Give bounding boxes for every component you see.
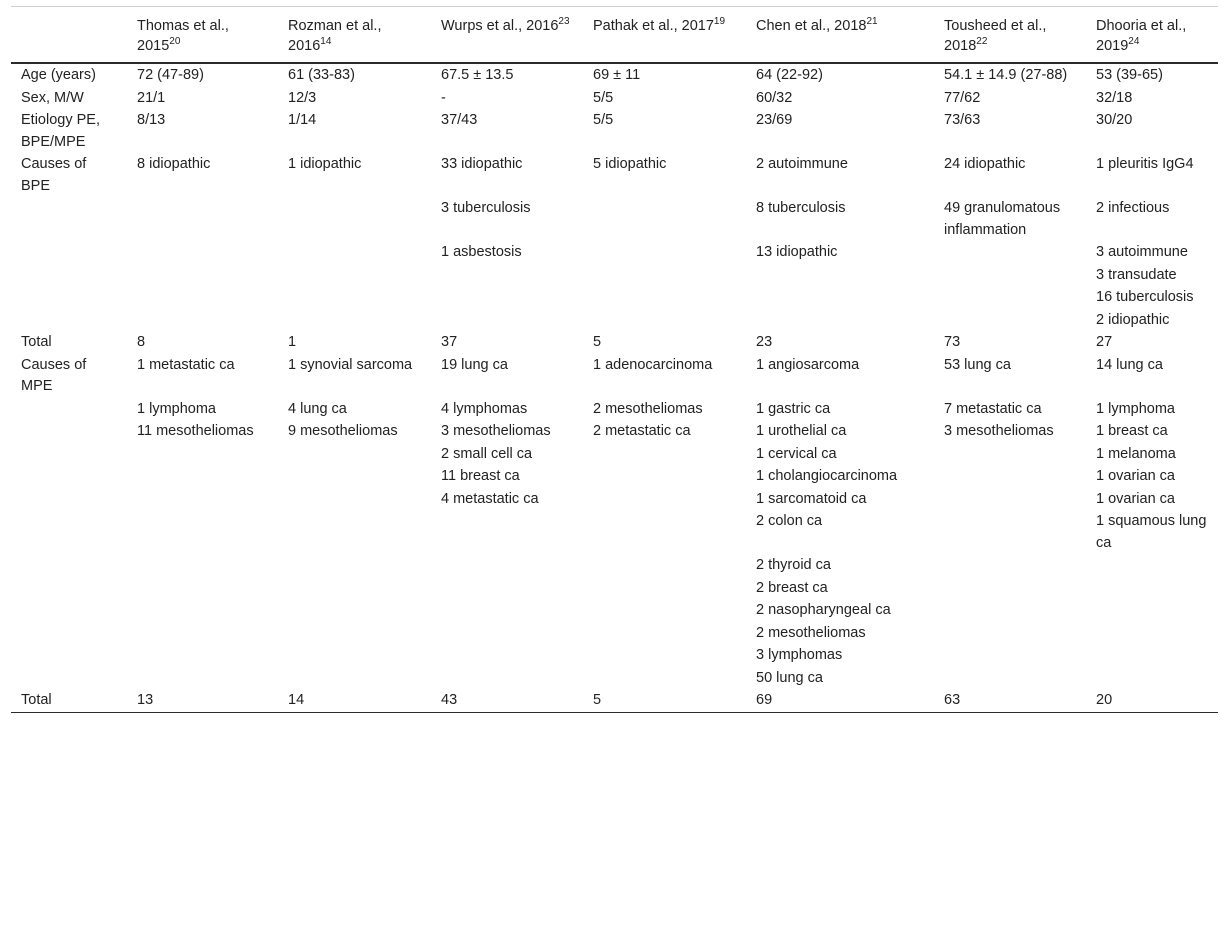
table-cell bbox=[278, 264, 431, 287]
table-cell bbox=[583, 465, 746, 488]
table-cell bbox=[127, 286, 278, 309]
row-label-cell bbox=[11, 644, 127, 667]
table-cell: 1 pleuritis IgG4 bbox=[1096, 156, 1194, 172]
row-label-cell bbox=[11, 465, 127, 488]
table-row bbox=[11, 241, 1218, 264]
table-cell: 14 lung ca bbox=[1096, 356, 1163, 373]
table-cell: 1 melanoma bbox=[1096, 445, 1176, 462]
table-cell: 2 small cell ca bbox=[441, 445, 533, 462]
table-cell bbox=[934, 309, 1086, 332]
table-cell bbox=[278, 241, 431, 264]
table-cell bbox=[1086, 667, 1218, 690]
table-cell: 1 angiosarcoma bbox=[756, 356, 860, 373]
table-cell: 3 autoimmune bbox=[1096, 244, 1188, 260]
table-cell bbox=[127, 577, 278, 600]
table-cell: 5 idiopathic bbox=[593, 156, 667, 172]
table-cell: 33 idiopathic bbox=[441, 156, 523, 172]
header-label: Thomas et al., 2015 bbox=[137, 18, 229, 54]
table-cell bbox=[934, 554, 1086, 577]
table-row bbox=[11, 331, 1218, 354]
table-cell: 9 mesotheliomas bbox=[288, 423, 398, 439]
table-cell: 23/69 bbox=[756, 112, 793, 128]
table-cell: 2 colon ca bbox=[756, 513, 823, 529]
table-cell: 64 (22-92) bbox=[756, 67, 823, 83]
table-row bbox=[11, 354, 1218, 398]
table-cell: 2 thyroid ca bbox=[756, 557, 831, 573]
table-cell bbox=[127, 197, 278, 241]
row-label-cell bbox=[11, 622, 127, 645]
table-cell: 8 bbox=[137, 334, 146, 350]
table-row bbox=[11, 197, 1218, 241]
table-cell: 1 urothelial ca bbox=[756, 423, 847, 439]
table-row bbox=[11, 309, 1218, 332]
row-label-cell bbox=[11, 488, 127, 511]
table-cell: 49 granulomatous inflammation bbox=[944, 200, 1061, 238]
table-cell: 11 mesotheliomas bbox=[137, 423, 254, 439]
reference-number: 22 bbox=[976, 36, 988, 48]
row-label-cell bbox=[11, 286, 127, 309]
table-cell bbox=[431, 577, 583, 600]
reference-number: 21 bbox=[866, 16, 878, 28]
table-row bbox=[11, 554, 1218, 577]
table-cell bbox=[583, 622, 746, 645]
table-cell bbox=[1086, 599, 1218, 622]
table-cell: 13 idiopathic bbox=[756, 244, 838, 260]
table-cell bbox=[127, 488, 278, 511]
table-row bbox=[11, 622, 1218, 645]
table-cell: 21/1 bbox=[137, 89, 166, 106]
table-cell bbox=[934, 443, 1086, 466]
table-cell bbox=[1086, 622, 1218, 645]
table-cell bbox=[934, 599, 1086, 622]
table-cell: 3 transudate bbox=[1096, 266, 1177, 283]
table-cell bbox=[583, 667, 746, 690]
table-cell: 24 idiopathic bbox=[944, 156, 1026, 172]
table-cell: 13 bbox=[127, 689, 278, 712]
table-cell bbox=[278, 599, 431, 622]
table-row bbox=[11, 420, 1218, 443]
reference-number: 14 bbox=[320, 36, 332, 48]
table-cell bbox=[127, 599, 278, 622]
table-cell: 7 metastatic ca bbox=[944, 400, 1042, 417]
table-cell: 12/3 bbox=[288, 89, 317, 106]
table-cell: 2 nasopharyngeal ca bbox=[756, 602, 891, 618]
table-cell: 61 (33-83) bbox=[288, 67, 355, 83]
table-cell: 4 lung ca bbox=[288, 400, 347, 417]
row-label-cell bbox=[11, 443, 127, 466]
table-row bbox=[11, 689, 1218, 712]
table-cell: 1 sarcomatoid ca bbox=[756, 490, 867, 507]
table-cell: 5/5 bbox=[593, 89, 614, 106]
table-cell bbox=[583, 599, 746, 622]
table-cell: 1 idiopathic bbox=[288, 156, 362, 172]
header-label: Wurps et al., 2016 bbox=[441, 18, 559, 34]
row-label-cell bbox=[11, 510, 127, 554]
table-cell bbox=[583, 309, 746, 332]
table-cell bbox=[278, 667, 431, 690]
table-row bbox=[11, 398, 1218, 421]
table-cell: 2 mesotheliomas bbox=[593, 400, 703, 417]
row-label-cell: Total bbox=[11, 689, 127, 712]
table-cell: 73 bbox=[944, 334, 961, 350]
table-cell: 67.5 ± 13.5 bbox=[441, 67, 514, 83]
table-row bbox=[11, 577, 1218, 600]
table-cell bbox=[431, 622, 583, 645]
table-row bbox=[11, 87, 1218, 110]
row-label-cell: Total bbox=[21, 334, 52, 350]
table-cell: 4 metastatic ca bbox=[441, 490, 539, 507]
table-cell bbox=[1086, 577, 1218, 600]
table-cell: 2 infectious bbox=[1096, 200, 1170, 216]
table-cell: 20 bbox=[1086, 689, 1218, 712]
row-label-cell bbox=[11, 241, 127, 264]
table-cell: 37/43 bbox=[441, 112, 478, 128]
table-cell bbox=[278, 622, 431, 645]
table-cell: 27 bbox=[1096, 334, 1113, 350]
table-row bbox=[11, 443, 1218, 466]
table-cell bbox=[934, 241, 1086, 264]
table-body bbox=[11, 63, 1218, 712]
table-cell: 77/62 bbox=[944, 89, 981, 106]
table-cell bbox=[583, 554, 746, 577]
table-cell bbox=[431, 309, 583, 332]
header-label: Tousheed et al., 2018 bbox=[944, 18, 1047, 54]
table-cell bbox=[278, 577, 431, 600]
table-cell: 1 asbestosis bbox=[441, 244, 522, 260]
table-cell: 1 squamous lung ca bbox=[1096, 513, 1207, 551]
header-label: Dhooria et al., 2019 bbox=[1096, 18, 1187, 54]
table-cell bbox=[934, 577, 1086, 600]
table-cell bbox=[746, 309, 934, 332]
table-cell bbox=[127, 264, 278, 287]
row-label-cell bbox=[11, 309, 127, 332]
table-cell: 1 lymphoma bbox=[1096, 400, 1175, 417]
table-cell: 8 idiopathic bbox=[137, 156, 211, 172]
table-cell: 19 lung ca bbox=[441, 356, 508, 373]
header-cell-study bbox=[934, 7, 1086, 64]
table-cell bbox=[431, 286, 583, 309]
table-cell bbox=[278, 286, 431, 309]
table-cell: 69 ± 11 bbox=[593, 67, 641, 83]
table-cell: 69 bbox=[746, 689, 934, 712]
table-cell: 3 mesotheliomas bbox=[441, 423, 551, 439]
table-cell: 1 ovarian ca bbox=[1096, 490, 1175, 507]
table-cell: 1 breast ca bbox=[1096, 423, 1168, 439]
table-cell bbox=[431, 264, 583, 287]
row-label-cell: Age (years) bbox=[21, 67, 96, 83]
table-cell: 3 lymphomas bbox=[756, 647, 843, 663]
table-cell: 1 bbox=[288, 334, 297, 350]
reference-number: 24 bbox=[1128, 36, 1140, 48]
table-cell: 1 cholangiocarcinoma bbox=[756, 468, 898, 484]
table-cell: 72 (47-89) bbox=[137, 67, 204, 83]
table-cell: 50 lung ca bbox=[756, 669, 823, 686]
table-cell: 5/5 bbox=[593, 112, 614, 128]
table-cell: 37 bbox=[441, 334, 458, 350]
table-cell: 30/20 bbox=[1096, 112, 1133, 128]
table-cell: 3 tuberculosis bbox=[441, 200, 531, 216]
table-cell bbox=[278, 488, 431, 511]
table-cell bbox=[127, 667, 278, 690]
header-cell-study bbox=[278, 7, 431, 64]
row-label-cell bbox=[11, 667, 127, 690]
table-cell: 8/13 bbox=[137, 112, 166, 128]
table-cell bbox=[127, 309, 278, 332]
reference-number: 19 bbox=[713, 16, 726, 28]
table-cell bbox=[431, 510, 583, 554]
table-cell bbox=[583, 286, 746, 309]
header-cell-study bbox=[1086, 7, 1218, 64]
table-cell bbox=[127, 465, 278, 488]
studies-table bbox=[11, 6, 1218, 713]
table-cell bbox=[934, 286, 1086, 309]
header-label: Pathak et al., 2017 bbox=[593, 18, 714, 34]
header-label: Chen et al., 2018 bbox=[756, 18, 867, 34]
header-cell-study bbox=[746, 7, 934, 64]
table-cell: 1 lymphoma bbox=[137, 400, 216, 417]
table-cell: 5 bbox=[593, 334, 602, 350]
table-cell: 73/63 bbox=[944, 112, 981, 128]
row-label-cell bbox=[11, 264, 127, 287]
row-label-cell bbox=[11, 398, 127, 421]
table-cell bbox=[934, 264, 1086, 287]
table-cell bbox=[127, 622, 278, 645]
table-cell bbox=[583, 197, 746, 241]
table-cell bbox=[278, 443, 431, 466]
header-label: Rozman et al., 2016 bbox=[288, 18, 382, 54]
table-row bbox=[11, 599, 1218, 622]
table-cell: 32/18 bbox=[1096, 89, 1133, 106]
table-cell: 54.1 ± 14.9 (27-88) bbox=[944, 67, 1068, 83]
table-cell bbox=[583, 443, 746, 466]
table-cell bbox=[934, 644, 1086, 667]
table-cell bbox=[934, 510, 1086, 554]
table-cell: 8 tuberculosis bbox=[756, 200, 846, 216]
table-cell: 63 bbox=[934, 689, 1086, 712]
row-label-cell: Sex, M/W bbox=[21, 89, 84, 106]
table-cell: 14 bbox=[278, 689, 431, 712]
row-label-cell: Causes of BPE bbox=[21, 156, 87, 194]
table-cell bbox=[934, 465, 1086, 488]
table-cell: 1 gastric ca bbox=[756, 400, 831, 417]
table-cell bbox=[746, 264, 934, 287]
table-cell: 4 lymphomas bbox=[441, 400, 528, 417]
header-cell-study bbox=[127, 7, 278, 64]
table-cell: 23 bbox=[756, 334, 773, 350]
table-cell bbox=[431, 554, 583, 577]
table-row bbox=[11, 510, 1218, 554]
row-label-cell bbox=[11, 599, 127, 622]
row-label-cell bbox=[11, 197, 127, 241]
table-cell: 60/32 bbox=[756, 89, 793, 106]
table-cell: - bbox=[441, 89, 446, 106]
table-cell bbox=[934, 488, 1086, 511]
table-cell: 1 synovial sarcoma bbox=[288, 356, 413, 373]
header-row bbox=[11, 7, 1218, 64]
table-cell: 2 mesotheliomas bbox=[756, 624, 866, 641]
table-cell bbox=[1086, 554, 1218, 577]
table-cell bbox=[583, 488, 746, 511]
table-cell bbox=[746, 286, 934, 309]
table-cell bbox=[278, 465, 431, 488]
table-cell bbox=[583, 510, 746, 554]
table-cell: 11 breast ca bbox=[441, 468, 520, 484]
table-cell bbox=[278, 554, 431, 577]
table-cell: 53 (39-65) bbox=[1096, 67, 1163, 83]
table-cell bbox=[278, 510, 431, 554]
table-cell bbox=[431, 599, 583, 622]
header-cell-empty bbox=[11, 7, 127, 64]
table-cell bbox=[127, 241, 278, 264]
table-cell bbox=[1086, 644, 1218, 667]
table-row bbox=[11, 465, 1218, 488]
table-row bbox=[11, 63, 1218, 87]
table-cell bbox=[583, 264, 746, 287]
reference-number: 20 bbox=[169, 36, 181, 48]
table-cell bbox=[431, 644, 583, 667]
table-cell bbox=[583, 577, 746, 600]
table-row bbox=[11, 286, 1218, 309]
table-cell bbox=[127, 554, 278, 577]
table-cell: 1 cervical ca bbox=[756, 445, 837, 462]
row-label-cell bbox=[11, 577, 127, 600]
table-cell: 1 ovarian ca bbox=[1096, 468, 1175, 484]
table-row bbox=[11, 109, 1218, 153]
header-cell-study bbox=[583, 7, 746, 64]
table-cell: 1 metastatic ca bbox=[137, 356, 235, 373]
row-label-cell bbox=[11, 420, 127, 443]
table-row bbox=[11, 488, 1218, 511]
table-cell: 2 metastatic ca bbox=[593, 423, 691, 439]
table-row bbox=[11, 667, 1218, 690]
row-label-cell: Etiology PE, BPE/MPE bbox=[21, 112, 100, 150]
table-cell bbox=[934, 622, 1086, 645]
row-label-cell bbox=[11, 554, 127, 577]
table-cell: 5 bbox=[583, 689, 746, 712]
table-cell bbox=[583, 241, 746, 264]
row-label-cell: Causes of MPE bbox=[21, 356, 87, 394]
table-header bbox=[11, 7, 1218, 64]
table-cell: 53 lung ca bbox=[944, 356, 1011, 373]
table-cell bbox=[278, 644, 431, 667]
table-cell bbox=[127, 510, 278, 554]
table-cell bbox=[127, 443, 278, 466]
table-cell: 2 autoimmune bbox=[756, 156, 848, 172]
table-cell: 1/14 bbox=[288, 112, 317, 128]
table-cell bbox=[934, 667, 1086, 690]
table-row bbox=[11, 153, 1218, 197]
table-row bbox=[11, 644, 1218, 667]
reference-number: 23 bbox=[558, 16, 570, 28]
table-cell: 16 tuberculosis bbox=[1096, 289, 1194, 305]
table-cell bbox=[278, 197, 431, 241]
table-cell bbox=[583, 644, 746, 667]
table-cell bbox=[127, 644, 278, 667]
header-cell-study bbox=[431, 7, 583, 64]
table-cell bbox=[278, 309, 431, 332]
table-row bbox=[11, 264, 1218, 287]
table-cell: 2 idiopathic bbox=[1096, 311, 1170, 328]
table-cell: 2 breast ca bbox=[756, 579, 828, 596]
table-cell bbox=[431, 667, 583, 690]
table-cell: 1 adenocarcinoma bbox=[593, 356, 713, 373]
table-cell: 43 bbox=[431, 689, 583, 712]
table-cell: 3 mesotheliomas bbox=[944, 423, 1054, 439]
